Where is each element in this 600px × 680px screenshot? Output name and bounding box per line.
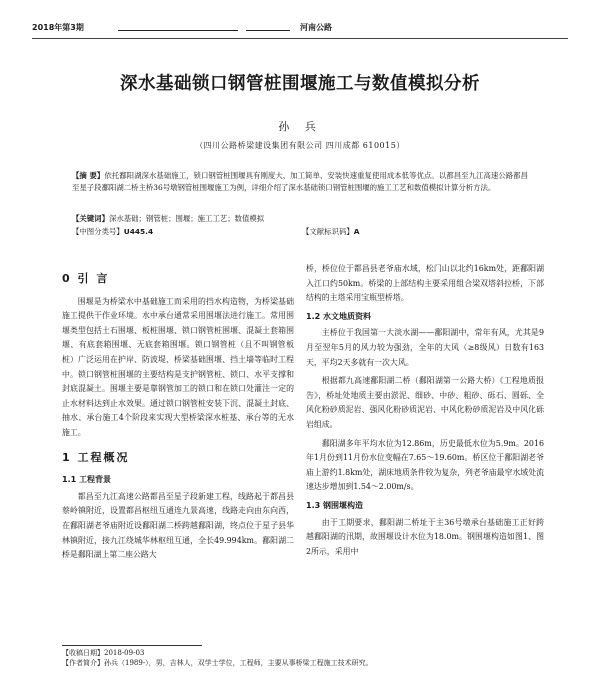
doc-label: 【文献标识码】 xyxy=(302,227,354,236)
abstract xyxy=(72,170,528,194)
keywords xyxy=(72,213,528,224)
author-bio: 【作者简介】孙兵（1989-），男，吉林人，双学士学位，工程师，主要从事桥梁工程施工技术研究。 xyxy=(62,659,373,667)
keywords-label: 【关键词】 xyxy=(72,214,109,223)
issue-label: 2018年第3期 xyxy=(32,23,84,32)
section-1-3-paragraph: 由于工期要求，鄱阳湖二桥址于主36号墩承台基础施工正好跨越鄱阳湖的汛期，故围堰设计水位为18.0m。钢围堰构造如图1、图2所示，采用中 xyxy=(306,517,544,556)
section-1-heading: 1 工程概况 xyxy=(62,450,130,464)
received-date: 【收稿日期】2018-09-03 xyxy=(62,649,145,657)
author-affiliation: （四川公路桥梁建设集团有限公司 四川成都 610015） xyxy=(195,141,405,150)
section-1-2-paragraph-3: 鄱阳湖多年平均水位为12.86m，历史最低水位为5.9m。2016年1月份到11月份水位变幅在7.65～19.60m。桥区位于鄱阳湖老爷庙上游约1.8km处，湖床地质条件较为复杂，列老爷庙最窄水域处流速达步增加到1.54～2.00m/s。 xyxy=(306,438,544,492)
doc-value: A xyxy=(353,227,360,236)
section-1-1-heading: 1.1 工程背景 xyxy=(62,475,111,485)
keywords-text: 深水基础；钢管桩；围堰；施工工艺；数值模拟 xyxy=(108,214,265,223)
header-rule-short-2 xyxy=(246,30,290,31)
header-divider xyxy=(32,38,568,39)
section-1-1-paragraph: 都昌至九江高速公路都昌至星子段新建工程，线路起于都昌县蔡岭镇附近，设置都昌枢纽互通连九景高速，线路走向由东向西，在鄱阳湖老爷庙附近设鄱阳湖二桥跨越鄱阳湖，终点位于星子县华林镇附近，接九江绕城华林枢纽互通，全长49.994km。鄱阳湖二桥是鄱阳湖上第二座公路大 xyxy=(62,491,294,560)
classification xyxy=(72,226,528,237)
right-column xyxy=(306,262,544,563)
paper-title: 深水基础锁口钢管桩围堰施工与数值模拟分析 xyxy=(120,74,480,94)
clc-label: 【中图分类号】 xyxy=(72,227,124,236)
section-1-2-paragraph-1: 主桥位于我国第一大淡水湖——鄱阳湖中，常年有风，尤其是9月至翌年5月的风力较为强劲，全年的大风（≥8级风）日数有163天，平均2天多就有一次大风。 xyxy=(306,328,544,367)
section-0-paragraph: 围堰是为桥梁水中基础施工而采用的挡水构造物，为桥梁基础施工提供干作业环境。水中承台通常采用围堰法进行施工。常用围堰类型包括土石围堰、板桩围堰、锁口钢管桩围堰、混凝土套箱围堰、有底套箱围堰、无底套箱围堰。锁口钢管桩（且不叫钢管板桩）广泛运用在护岸、防波堤、桥梁基础围堰、挡土墙等临时工程中。锁口钢管桩围堰的主要结构是支护钢管桩、锁口、水平支撑和封底混凝土。围堰主要是靠钢管加工的锁口和在锁口处灌注一定的止水材料达到止水效果。通过锁口钢管桩安装下沉、混凝土封底、抽水、承台施工4个阶段来实现大型桥梁深水桩基、承台等的无水施工。 xyxy=(62,296,294,437)
running-header xyxy=(32,22,568,36)
section-1-2-heading: 1.2 水文地质资料 xyxy=(306,311,371,321)
footnote-divider xyxy=(62,645,202,646)
doc-code xyxy=(302,226,359,237)
section-0-heading: 0 引 言 xyxy=(62,272,110,285)
section-1-2-paragraph-2: 根据都九高速鄱阳湖二桥（鄱阳湖第一公路大桥）《工程地质报告》，桥址处地质主要由淤泥、细砂、中砂、粗砂、砾石、圆砾、全风化粉砂质泥岩、强风化粉砂质泥岩、中风化粉砂质泥岩及中风化砾岩组成。 xyxy=(306,376,544,429)
continued-paragraph: 桥，桥位位于都昌县老爷庙水域，松门山以北约16km处，距鄱阳湖入江口约50km。桥梁的上部结构主要采用组合梁双塔斜拉桥，下部结构的主塔采用宝瓶型桥塔。 xyxy=(306,264,544,303)
header-rule-short xyxy=(118,30,238,31)
abstract-text: 依托鄱阳湖深水基础施工，锁口钢管桩围堰具有刚度大、加工简单、安装快速重复使用成本低等优点。以都昌至九江高速公路都昌至星子段鄱阳湖二桥主桥36号墩钢管桩围堰施工为例，详细介绍了深水基础锁口钢管桩围堰的施工工艺和数值模拟计算分析方法。 xyxy=(72,171,528,192)
footnote xyxy=(62,648,560,668)
journal-name: 河南公路 xyxy=(300,23,332,32)
section-1-3-heading: 1.3 钢围堰构造 xyxy=(306,500,363,510)
abstract-label: 【摘 要】 xyxy=(72,171,105,180)
author-name: 孙 兵 xyxy=(278,120,322,133)
clc-value: U445.4 xyxy=(123,227,154,236)
left-column xyxy=(62,262,294,567)
